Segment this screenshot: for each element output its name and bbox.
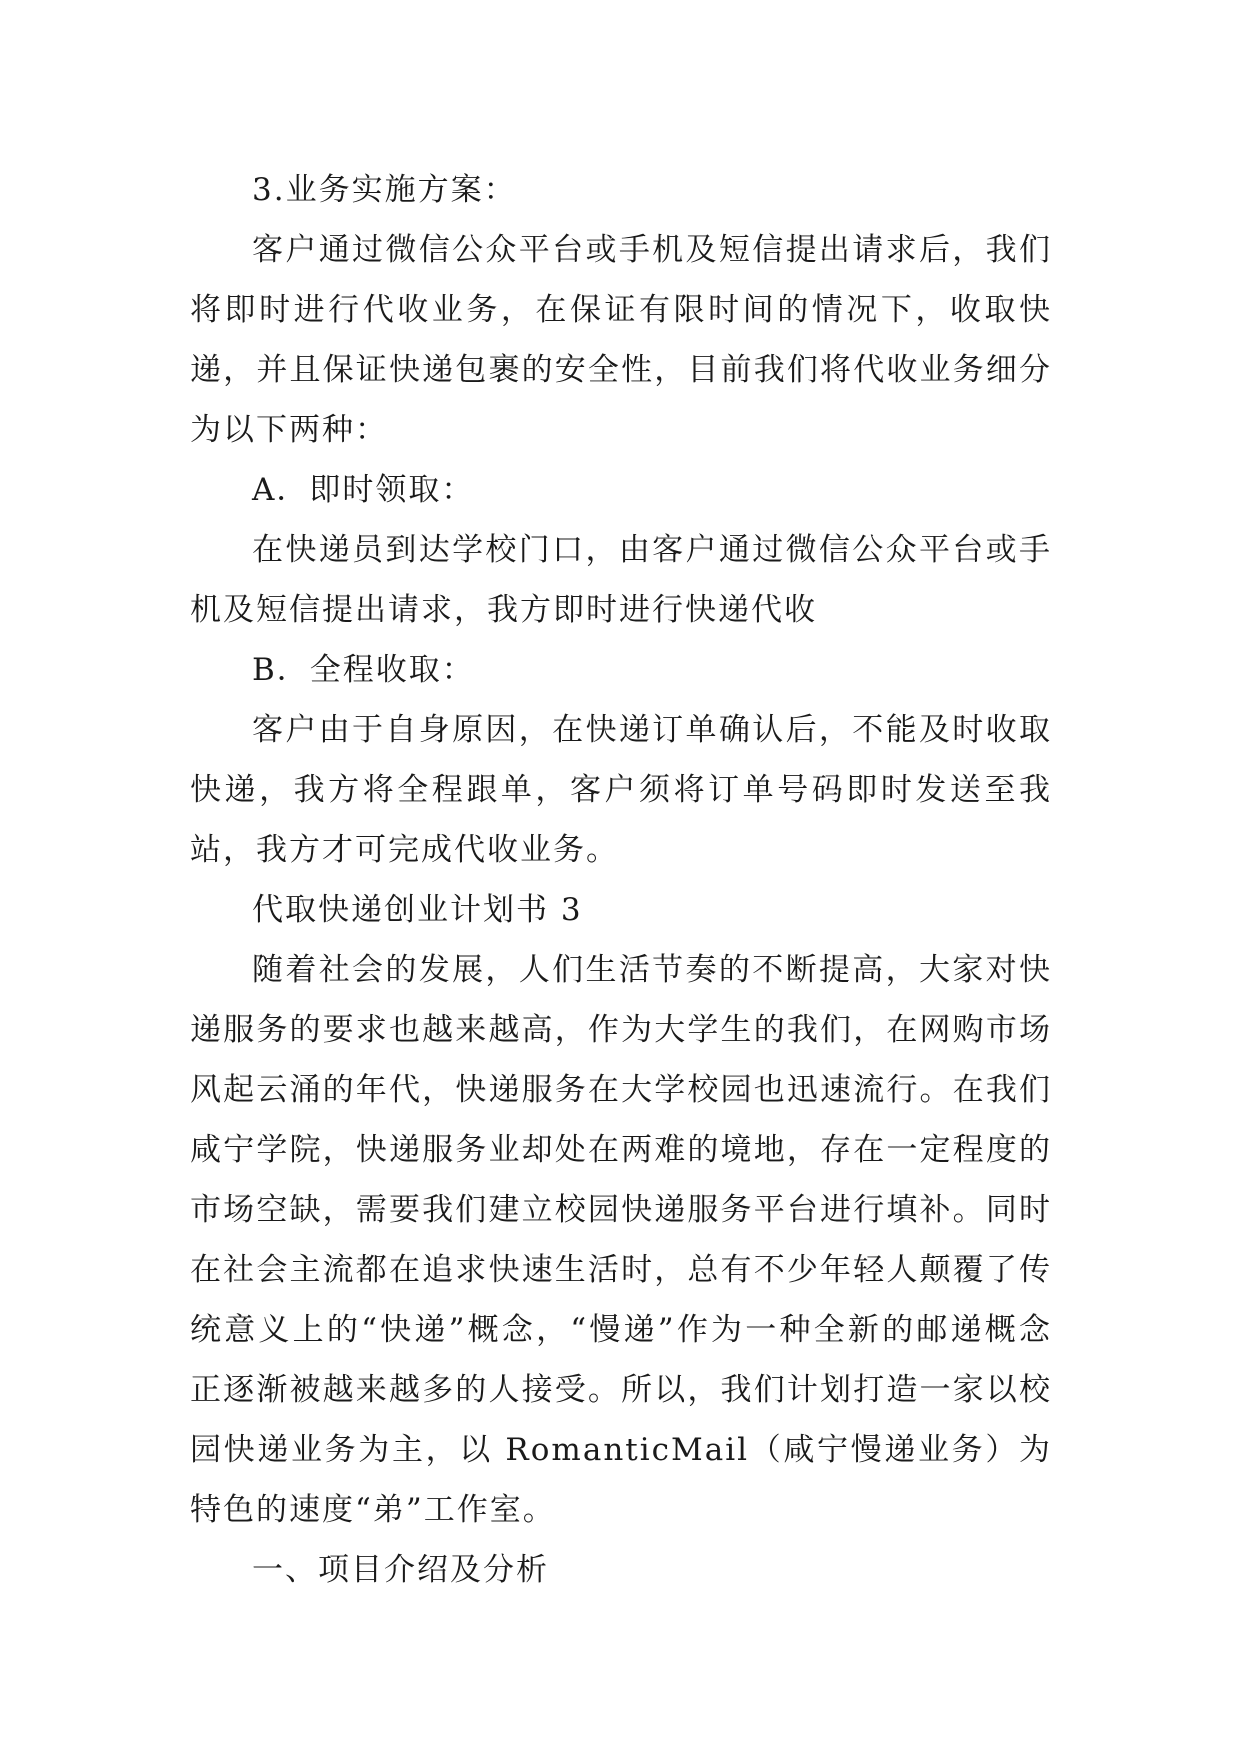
- subheading-instant-pickup: A．即时领取：: [252, 472, 475, 508]
- paragraph-full-pickup: 客户由于自身原因，在快递订单确认后，不能及时收取快递，我方将全程跟单，客户须将订单号码即时发送至我站，我方才可完成代收业务。: [190, 712, 1052, 868]
- document-section-title: 代取快递创业计划书 3: [252, 892, 583, 928]
- paragraph-instant-pickup: 在快递员到达学校门口，由客户通过微信公众平台或手机及短信提出请求，我方即时进行快递代收: [190, 532, 1052, 628]
- document-body: [190, 160, 1052, 1600]
- section-heading-project-intro: 一、项目介绍及分析: [252, 1552, 549, 1588]
- paragraph-implementation-intro: 客户通过微信公众平台或手机及短信提出请求后，我们将即时进行代收业务，在保证有限时间的情况下，收取快递，并且保证快递包裹的安全性，目前我们将代收业务细分为以下两种：: [190, 232, 1052, 448]
- subheading-full-pickup: B．全程收取：: [252, 652, 475, 688]
- paragraph-background: 随着社会的发展，人们生活节奏的不断提高，大家对快递服务的要求也越来越高，作为大学生的我们，在网购市场风起云涌的年代，快递服务在大学校园也迅速流行。在我们咸宁学院，快递服务业却处在两难的境地，存在一定程度的市场空缺，需要我们建立校园快递服务平台进行填补。同时在社会主流都在追求快速生活时，总有不少年轻人颠覆了传统意义上的“快递”概念，“慢递”作为一种全新的邮递概念正逐渐被越来越多的人接受。所以，我们计划打造一家以校园快递业务为主，以 RomanticMail（咸宁慢递业务）为特色的速度“弟”工作室。: [190, 952, 1052, 1528]
- section-heading-implementation: 3.业务实施方案：: [252, 172, 517, 208]
